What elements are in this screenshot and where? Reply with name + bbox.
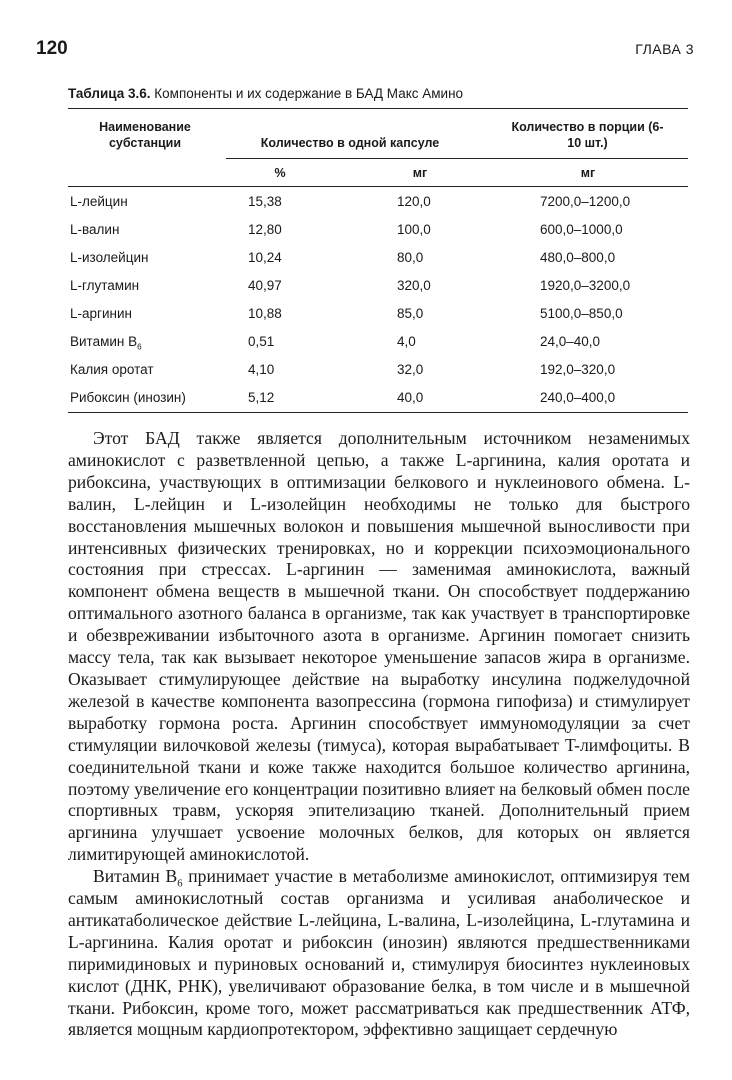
row-percent: 4,10 bbox=[248, 362, 275, 377]
row-portion: 1920,0–3200,0 bbox=[540, 278, 631, 293]
row-name: L-аргинин bbox=[70, 306, 132, 321]
row-mg: 40,0 bbox=[397, 390, 424, 405]
row-percent: 40,97 bbox=[248, 278, 282, 293]
row-portion: 5100,0–850,0 bbox=[540, 306, 623, 321]
row-name: Рибоксин (инозин) bbox=[70, 390, 186, 405]
row-portion: 240,0–400,0 bbox=[540, 390, 616, 405]
column-header-per-portion: Количество в порции (6-10 шт.) bbox=[511, 120, 664, 150]
row-name: L-лейцин bbox=[70, 194, 128, 209]
row-mg: 4,0 bbox=[397, 334, 416, 349]
body-text bbox=[68, 428, 690, 1041]
row-portion: 24,0–40,0 bbox=[540, 334, 601, 349]
row-percent: 0,51 bbox=[248, 334, 275, 349]
header-bottom-rule bbox=[68, 186, 688, 187]
row-name: L-валин bbox=[70, 222, 120, 237]
table-caption-label: Таблица 3.6. bbox=[68, 86, 151, 101]
row-mg: 320,0 bbox=[397, 278, 431, 293]
table-top-rule bbox=[68, 108, 688, 109]
paragraph: Этот БАД также является дополнительным источником незаменимых аминокислот с разветвленной цепью, а также L-аргинина, калия оротата и рибоксина, участвующих в оптимизации белкового и нуклеинового обмена. L-валин, L-лейцин и L-изолейцин необходимы не только для быстрого восстановления мышечных волокон и повышения мышечной выносливости при интенсивных физических тренировках, но и коррекции психоэмоционального состояния при стрессах. L-аргинин — заменимая аминокислота, важный компонент обмена веществ в мышечной ткани. Он способствует поддержанию оптимального азотного баланса в организме, так как участвует в транспортировке и обезвреживании избыточного азота в организме. Аргинин помогает снизить массу тела, так как вызывает некоторое уменьшение запасов жира в организме. Оказывает стимулирующее действие на выработку инсулина поджелудочной железой в качестве компонента вазопрессина (гормона гипофиза) и стимулирует выработку гормона роста. Аргинин способствует иммуномодуляции за счет стимуляции вилочковой железы (тимуса), которая вырабатывает T-лимфоциты. В соединительной ткани и коже также находится большое количество аргинина, поэтому увеличение его концентрации позитивно влияет на белковый обмен после спортивных травм, ускоряя эпителизацию тканей. Дополнительный прием аргинина улучшает усвоение молочных белков, для которых он является лимитирующей аминокислотой. bbox=[68, 428, 690, 865]
column-header-name: Наименование субстанции bbox=[99, 120, 191, 150]
row-mg: 32,0 bbox=[397, 362, 424, 377]
row-name-text: Витамин B bbox=[70, 334, 138, 349]
table-caption bbox=[68, 86, 688, 101]
row-name: L-изолейцин bbox=[70, 250, 149, 265]
row-name-subscript: 6 bbox=[137, 342, 142, 352]
row-mg: 85,0 bbox=[397, 306, 424, 321]
row-percent: 15,38 bbox=[248, 194, 282, 209]
page-header bbox=[36, 38, 694, 64]
paragraph bbox=[68, 866, 690, 1041]
row-name: Калия оротат bbox=[70, 362, 154, 377]
header-inner-rule bbox=[226, 158, 688, 159]
unit-mg-capsule: мг bbox=[412, 166, 428, 180]
row-portion: 192,0–320,0 bbox=[540, 362, 616, 377]
unit-mg-portion: мг bbox=[580, 166, 596, 180]
row-percent: 10,24 bbox=[248, 250, 282, 265]
column-header-per-capsule: Количество в одной капсуле bbox=[260, 136, 440, 150]
row-name bbox=[70, 334, 142, 352]
row-portion: 480,0–800,0 bbox=[540, 250, 616, 265]
paragraph-rest: принимает участие в метаболизме аминокислот, оптимизируя тем самым аминокислотный состав организма и усиливая анаболическое и антикатаболическое действие L-лейцина, L-валина, L-изолейцина, L-глутамина и L-аргинина. Калия оротат и рибоксин (инозин) являются предшественниками пиримидиновых и пуриновых оснований и, стимулируя биосинтез нуклеиновых кислот (ДНК, РНК), увеличивают образование белка, в том числе и в мышечной ткани. Рибоксин, кроме того, может рассматриваться как предшественник АТФ, является мощным кардиопротектором, эффективно защищает сердечную bbox=[68, 866, 690, 1040]
paragraph-subscript: 6 bbox=[177, 878, 183, 890]
row-mg: 100,0 bbox=[397, 222, 431, 237]
row-percent: 12,80 bbox=[248, 222, 282, 237]
paragraph-start: Витамин B bbox=[93, 866, 178, 887]
page-number: 120 bbox=[36, 38, 68, 59]
table-bottom-rule bbox=[68, 412, 688, 413]
table-caption-text: Компоненты и их содержание в БАД Макс Амино bbox=[150, 86, 464, 101]
row-portion: 600,0–1000,0 bbox=[540, 222, 623, 237]
row-mg: 120,0 bbox=[397, 194, 431, 209]
row-name: L-глутамин bbox=[70, 278, 140, 293]
row-percent: 10,88 bbox=[248, 306, 282, 321]
unit-percent: % bbox=[274, 166, 286, 180]
row-mg: 80,0 bbox=[397, 250, 424, 265]
row-portion: 7200,0–1200,0 bbox=[540, 194, 631, 209]
chapter-title: ГЛАВА 3 bbox=[635, 41, 694, 57]
row-percent: 5,12 bbox=[248, 390, 275, 405]
